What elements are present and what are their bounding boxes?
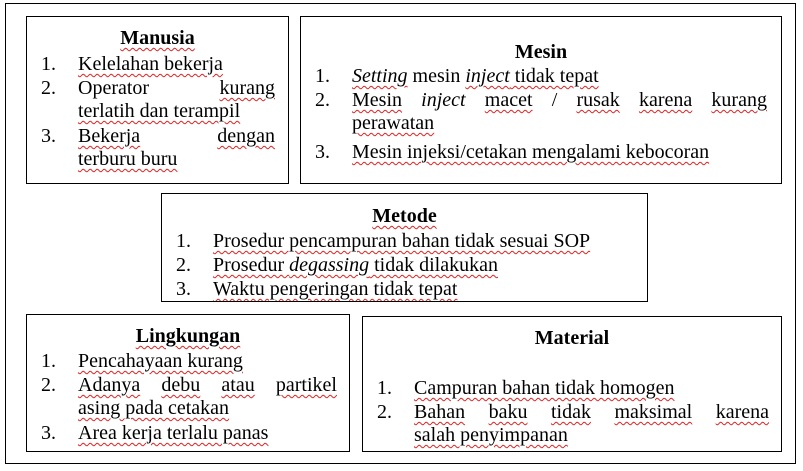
box-metode xyxy=(161,193,648,302)
list-item: 3. Area kerja terlalu panas xyxy=(41,422,269,444)
title-metode: Metode xyxy=(372,205,437,227)
list-item: 2. Bahan baku tidak maksimal karena salah penyimpanan xyxy=(377,401,769,446)
list-item: 3. Mesin injeksi/cetakan mengalami kebocoran xyxy=(315,141,710,163)
list-item: 2. Mesin inject macet / rusak karena kurang perawatan xyxy=(315,89,767,134)
list-item: 2. Adanya debu atau partikel asing pada cetakan xyxy=(41,374,337,419)
list-item: 1. Kelelahan bekerja xyxy=(41,53,223,75)
list-item: 1. Pencahayaan kurang xyxy=(41,350,243,372)
box-mesin xyxy=(300,16,782,184)
list-item: 3. Bekerja dengan terburu buru xyxy=(41,125,275,170)
title-lingkungan: Lingkungan xyxy=(135,325,241,347)
box-material xyxy=(362,316,782,452)
list-item: 1. Campuran bahan tidak homogen xyxy=(377,377,675,399)
list-item: 1. Prosedur pencampuran bahan tidak sesuai SOP xyxy=(176,230,591,252)
title-mesin: Mesin xyxy=(514,41,568,63)
list-item: 2. Operator kurang terlatih dan terampil xyxy=(41,77,275,122)
title-material: Material xyxy=(534,327,610,349)
list-item: 3. Waktu pengeringan tidak tepat xyxy=(176,278,458,300)
box-manusia xyxy=(26,16,289,184)
list-item: 2. Prosedur degassing tidak dilakukan xyxy=(176,254,498,276)
title-manusia: Manusia xyxy=(120,27,195,49)
box-lingkungan xyxy=(26,314,350,452)
list-item: 1. Setting mesin inject tidak tepat xyxy=(315,65,599,87)
